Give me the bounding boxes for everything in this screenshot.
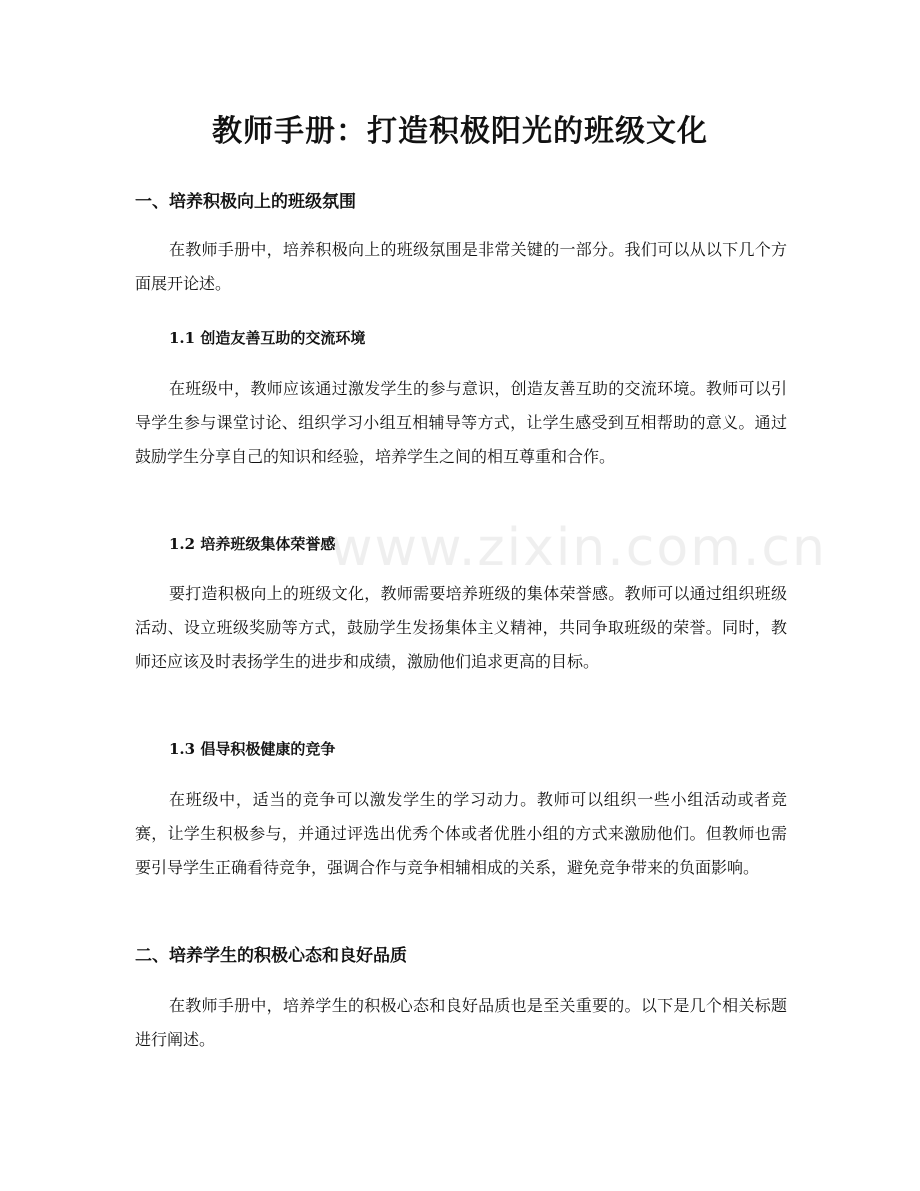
section-1-intro: 在教师手册中，培养积极向上的班级氛围是非常关键的一部分。我们可以从以下几个方面展开论述。 [135, 240, 787, 293]
subsection-heading-1-2: 1.2 培养班级集体荣誉感 [169, 535, 336, 553]
subsection-heading-1-1: 1.1 创造友善互助的交流环境 [169, 329, 366, 347]
subsection-1-3-body: 在班级中，适当的竞争可以激发学生的学习动力。教师可以组织一些小组活动或者竞赛，让学生积极参与，并通过评选出优秀个体或者优胜小组的方式来激励他们。但教师也需要引导学生正确看待竞争，强调合作与竞争相辅相成的关系，避免竞争带来的负面影响。 [135, 790, 787, 877]
section-2-intro: 在教师手册中，培养学生的积极心态和良好品质也是至关重要的。以下是几个相关标题进行阐述。 [135, 996, 787, 1049]
subsection-1-2-body: 要打造积极向上的班级文化，教师需要培养班级的集体荣誉感。教师可以通过组织班级活动、设立班级奖励等方式，鼓励学生发扬集体主义精神，共同争取班级的荣誉。同时，教师还应该及时表扬学生的进步和成绩，激励他们追求更高的目标。 [135, 584, 787, 671]
document-title: 教师手册：打造积极阳光的班级文化 [212, 114, 708, 149]
subsection-heading-1-3: 1.3 倡导积极健康的竞争 [169, 740, 336, 758]
watermark: www.zixin.com.cn [330, 518, 827, 578]
section-heading-1: 一、培养积极向上的班级氛围 [135, 192, 356, 212]
subsection-1-1-body: 在班级中，教师应该通过激发学生的参与意识，创造友善互助的交流环境。教师可以引导学生参与课堂讨论、组织学习小组互相辅导等方式，让学生感受到互相帮助的意义。通过鼓励学生分享自己的知识和经验，培养学生之间的相互尊重和合作。 [135, 379, 787, 466]
section-heading-2: 二、培养学生的积极心态和良好品质 [135, 946, 407, 966]
